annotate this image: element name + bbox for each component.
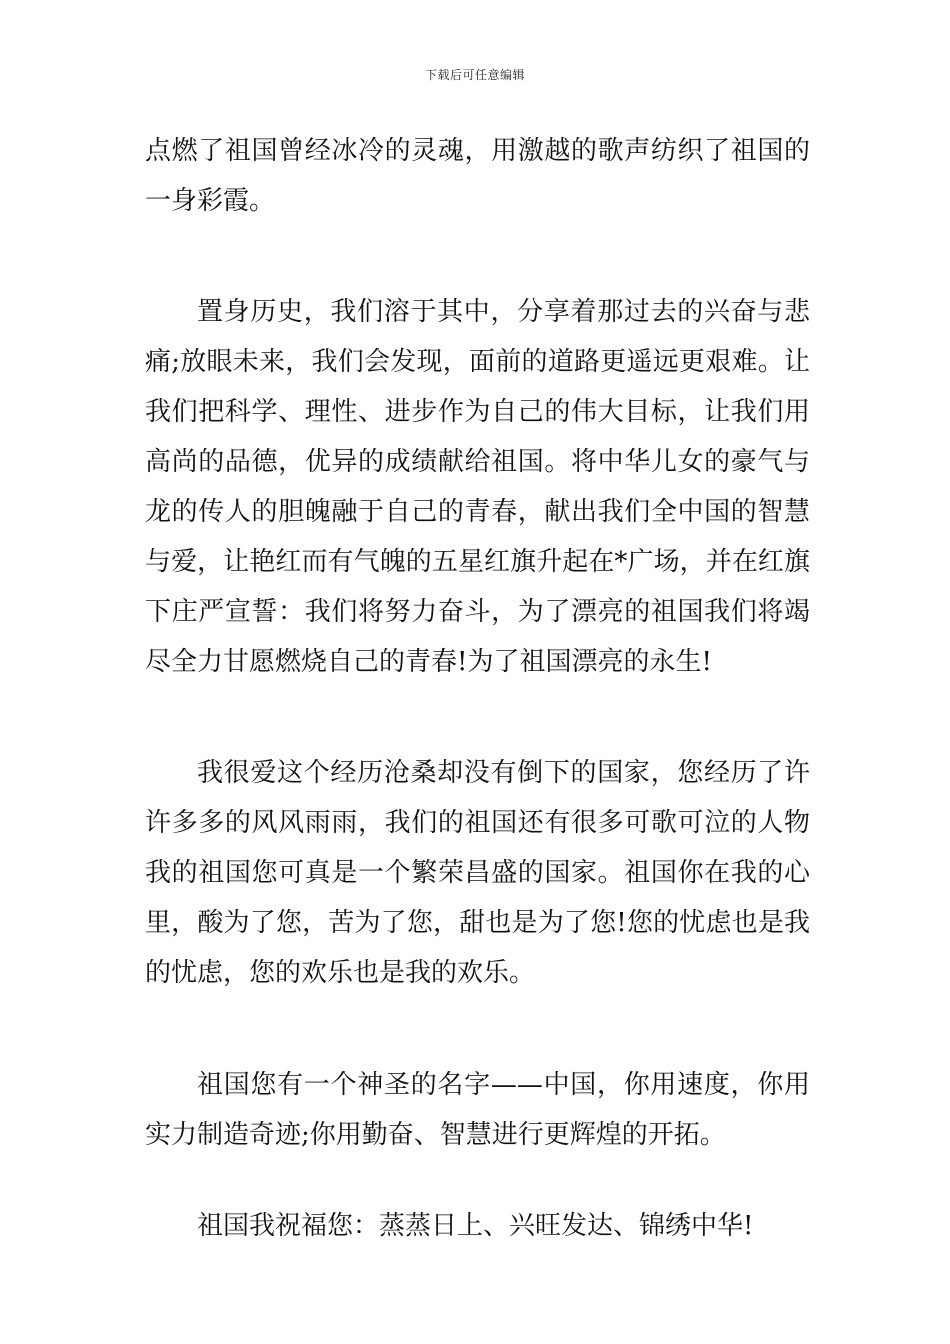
paragraph-1: 点燃了祖国曾经冰冷的灵魂，用激越的歌声纺织了祖国的一身彩霞。 — [145, 136, 810, 216]
document-body — [145, 126, 810, 1251]
header-note: 下载后可任意编辑 — [424, 68, 525, 82]
paragraph-4: 祖国您有一个神圣的名字——中国，你用速度，你用实力制造奇迹;你用勤奋、智慧进行更辉煌的开拓。 — [145, 1070, 810, 1150]
paragraph-3: 我很爱这个经历沧桑却没有倒下的国家，您经历了许许多多的风风雨雨，我们的祖国还有很多可歌可泣的人物我的祖国您可真是一个繁荣昌盛的国家。祖国你在我的心里，酸为了您，苦为了您，甜也是为了您!您的忧虑也是我的忧虑，您的欢乐也是我的欢乐。 — [145, 758, 810, 988]
paragraph-2: 置身历史，我们溶于其中，分享着那过去的兴奋与悲痛;放眼未来，我们会发现，面前的道路更遥远更艰难。让我们把科学、理性、进步作为自己的伟大目标，让我们用高尚的品德，优异的成绩献给祖国。将中华儿女的豪气与龙的传人的胆魄融于自己的青春，献出我们全中国的智慧与爱，让艳红而有气魄的五星红旗升起在*广场，并在红旗下庄严宣誓：我们将努力奋斗，为了漂亮的祖国我们将竭尽全力甘愿燃烧自己的青春!为了祖国漂亮的永生! — [145, 297, 810, 677]
paragraph-5: 祖国我祝福您：蒸蒸日上、兴旺发达、锦绣中华! — [197, 1211, 754, 1241]
